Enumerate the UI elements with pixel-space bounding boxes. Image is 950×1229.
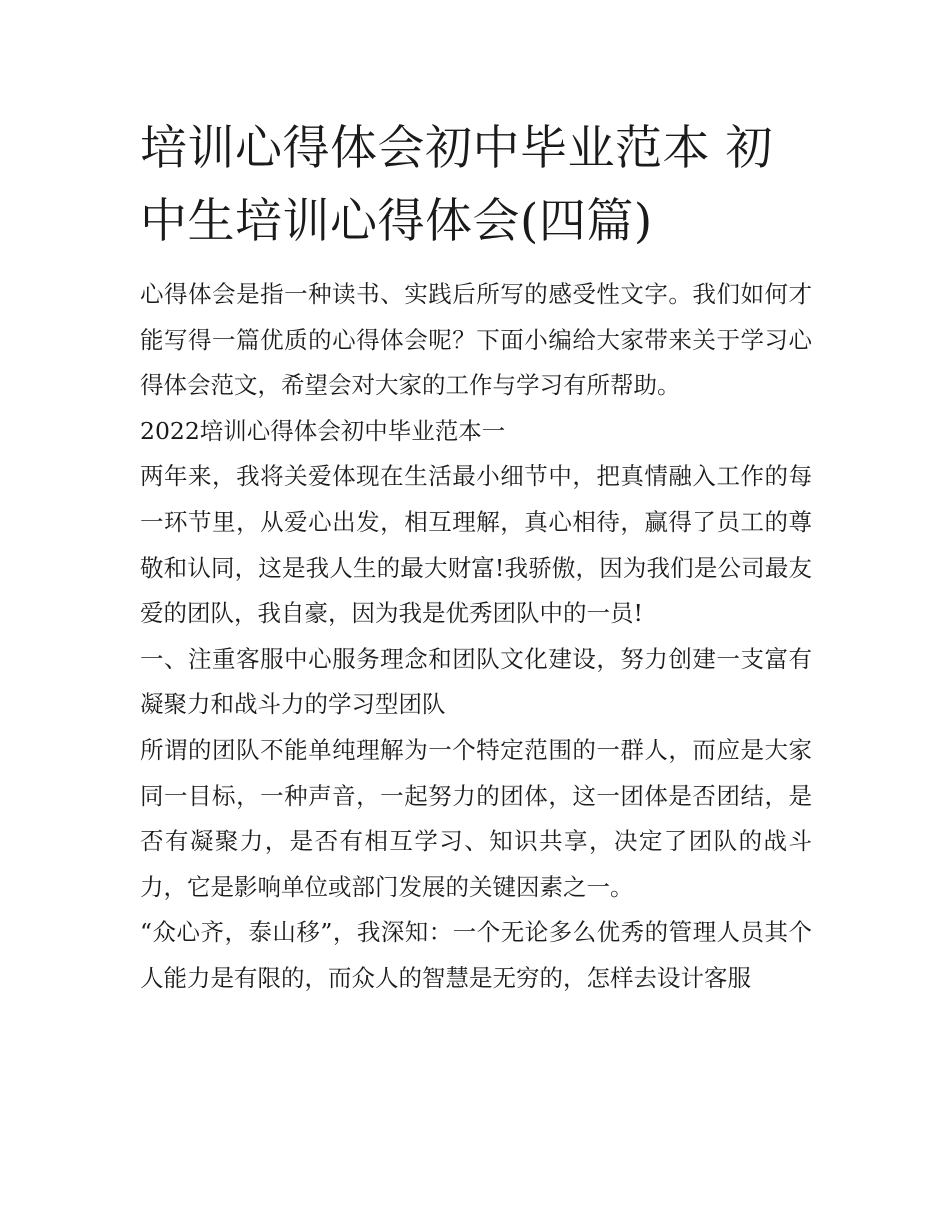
document-body bbox=[140, 112, 812, 1002]
intro-paragraph: 心得体会是指一种读书、实践后所写的感受性文字。我们如何才能写得一篇优质的心得体会呢？下面小编给大家带来关于学习心得体会范文，希望会对大家的工作与学习有所帮助。 bbox=[140, 280, 812, 400]
body-paragraph-3: “众心齐，泰山移”，我深知：一个无论多么优秀的管理人员其个人能力是有限的，而众人的智慧是无穷的，怎样去设计客服 bbox=[140, 918, 812, 992]
section-heading: 2022培训心得体会初中毕业范本一 bbox=[140, 416, 506, 445]
body-paragraph-1: 两年来，我将关爱体现在生活最小细节中，把真情融入工作的每一环节里，从爱心出发，相互理解，真心相待，赢得了员工的尊敬和认同，这是我人生的最大财富!我骄傲，因为我们是公司最友爱的团队，我自豪，因为我是优秀团队中的一员! bbox=[140, 462, 812, 628]
document-title: 培训心得体会初中毕业范本 初中生培训心得体会(四篇) bbox=[140, 121, 773, 249]
subheading-1: 一、注重客服中心服务理念和团队文化建设，努力创建一支富有凝聚力和战斗力的学习型团队 bbox=[140, 644, 812, 719]
body-paragraph-2: 所谓的团队不能单纯理解为一个特定范围的一群人，而应是大家同一目标，一种声音，一起努力的团体，这一团体是否团结，是否有凝聚力，是否有相互学习、知识共享，决定了团队的战斗力，它是影响单位或部门发展的关键因素之一。 bbox=[140, 735, 812, 901]
